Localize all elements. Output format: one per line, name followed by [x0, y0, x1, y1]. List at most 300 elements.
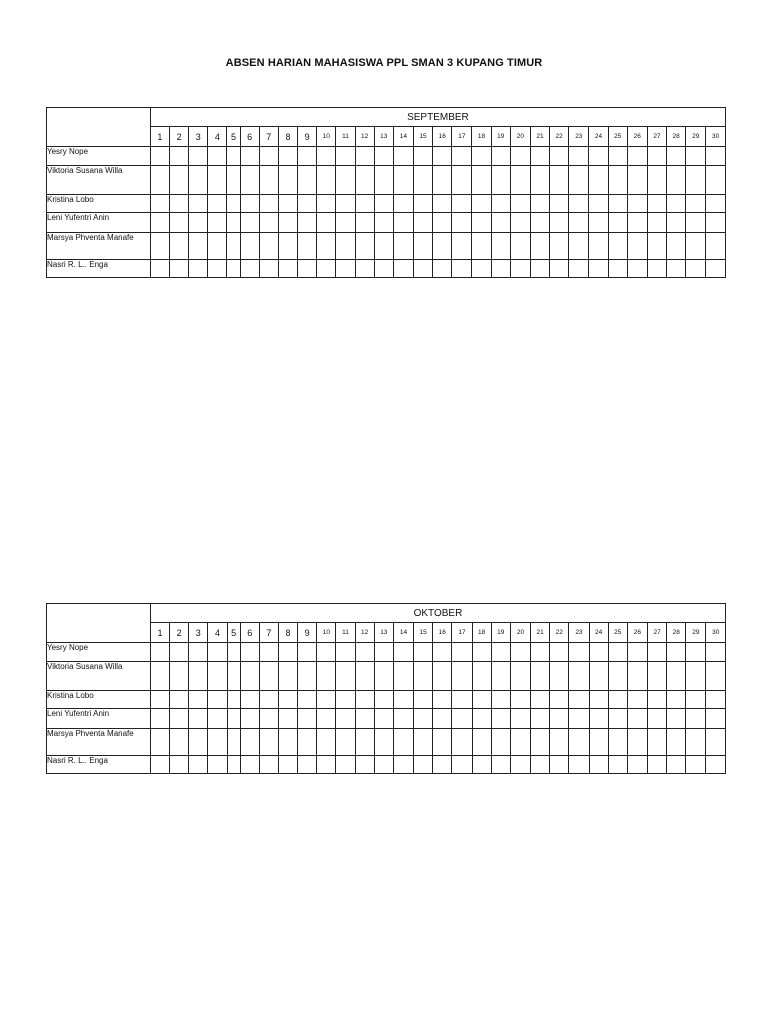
attendance-cell[interactable]: [355, 643, 374, 662]
attendance-cell[interactable]: [259, 260, 278, 278]
attendance-cell[interactable]: [208, 166, 227, 195]
attendance-cell[interactable]: [170, 213, 189, 233]
attendance-cell[interactable]: [317, 709, 336, 729]
attendance-cell[interactable]: [189, 213, 208, 233]
attendance-cell[interactable]: [510, 166, 530, 195]
attendance-cell[interactable]: [374, 147, 393, 166]
attendance-cell[interactable]: [150, 709, 169, 729]
attendance-cell[interactable]: [240, 709, 259, 729]
attendance-cell[interactable]: [550, 709, 569, 729]
attendance-cell[interactable]: [374, 213, 393, 233]
attendance-cell[interactable]: [298, 691, 317, 709]
attendance-cell[interactable]: [189, 147, 208, 166]
attendance-cell[interactable]: [259, 691, 278, 709]
attendance-cell[interactable]: [569, 729, 589, 756]
attendance-cell[interactable]: [706, 213, 726, 233]
attendance-cell[interactable]: [706, 147, 726, 166]
attendance-cell[interactable]: [667, 691, 686, 709]
attendance-cell[interactable]: [393, 147, 413, 166]
attendance-cell[interactable]: [240, 195, 259, 213]
attendance-cell[interactable]: [667, 147, 686, 166]
attendance-cell[interactable]: [433, 195, 452, 213]
attendance-cell[interactable]: [240, 213, 259, 233]
attendance-cell[interactable]: [317, 166, 336, 195]
attendance-cell[interactable]: [259, 166, 278, 195]
attendance-cell[interactable]: [278, 147, 297, 166]
attendance-cell[interactable]: [627, 260, 647, 278]
attendance-cell[interactable]: [550, 147, 569, 166]
attendance-cell[interactable]: [569, 213, 589, 233]
attendance-cell[interactable]: [569, 662, 589, 691]
attendance-cell[interactable]: [170, 260, 189, 278]
attendance-cell[interactable]: [648, 691, 667, 709]
attendance-cell[interactable]: [491, 233, 510, 260]
attendance-cell[interactable]: [627, 691, 647, 709]
attendance-cell[interactable]: [608, 147, 627, 166]
attendance-cell[interactable]: [317, 691, 336, 709]
attendance-cell[interactable]: [413, 233, 432, 260]
attendance-cell[interactable]: [150, 195, 169, 213]
attendance-cell[interactable]: [589, 260, 608, 278]
attendance-cell[interactable]: [433, 662, 452, 691]
attendance-cell[interactable]: [374, 643, 393, 662]
attendance-cell[interactable]: [608, 691, 627, 709]
attendance-cell[interactable]: [208, 643, 227, 662]
attendance-cell[interactable]: [608, 166, 627, 195]
attendance-cell[interactable]: [589, 213, 608, 233]
attendance-cell[interactable]: [336, 195, 355, 213]
attendance-cell[interactable]: [686, 691, 706, 709]
attendance-cell[interactable]: [189, 709, 208, 729]
attendance-cell[interactable]: [317, 195, 336, 213]
attendance-cell[interactable]: [647, 213, 666, 233]
attendance-cell[interactable]: [278, 213, 297, 233]
attendance-cell[interactable]: [278, 233, 297, 260]
attendance-cell[interactable]: [491, 709, 510, 729]
attendance-cell[interactable]: [589, 756, 608, 774]
attendance-cell[interactable]: [336, 729, 355, 756]
attendance-cell[interactable]: [627, 662, 647, 691]
attendance-cell[interactable]: [686, 233, 706, 260]
attendance-cell[interactable]: [667, 233, 686, 260]
attendance-cell[interactable]: [393, 756, 413, 774]
attendance-cell[interactable]: [278, 166, 297, 195]
attendance-cell[interactable]: [627, 756, 647, 774]
attendance-cell[interactable]: [189, 643, 208, 662]
attendance-cell[interactable]: [259, 756, 278, 774]
attendance-cell[interactable]: [686, 260, 706, 278]
attendance-cell[interactable]: [413, 260, 432, 278]
attendance-cell[interactable]: [433, 213, 452, 233]
attendance-cell[interactable]: [189, 691, 208, 709]
attendance-cell[interactable]: [374, 729, 393, 756]
attendance-cell[interactable]: [530, 260, 549, 278]
attendance-cell[interactable]: [667, 213, 686, 233]
attendance-cell[interactable]: [433, 260, 452, 278]
attendance-cell[interactable]: [550, 729, 569, 756]
attendance-cell[interactable]: [706, 643, 726, 662]
attendance-cell[interactable]: [317, 147, 336, 166]
attendance-cell[interactable]: [374, 691, 393, 709]
attendance-cell[interactable]: [647, 166, 666, 195]
attendance-cell[interactable]: [647, 233, 666, 260]
attendance-cell[interactable]: [414, 756, 433, 774]
attendance-cell[interactable]: [227, 729, 240, 756]
attendance-cell[interactable]: [589, 233, 608, 260]
attendance-cell[interactable]: [336, 233, 355, 260]
attendance-cell[interactable]: [393, 166, 413, 195]
attendance-cell[interactable]: [317, 233, 336, 260]
attendance-cell[interactable]: [150, 729, 169, 756]
attendance-cell[interactable]: [686, 195, 706, 213]
attendance-cell[interactable]: [393, 691, 413, 709]
attendance-cell[interactable]: [227, 166, 240, 195]
attendance-cell[interactable]: [336, 662, 355, 691]
attendance-cell[interactable]: [531, 756, 550, 774]
attendance-cell[interactable]: [355, 756, 374, 774]
attendance-cell[interactable]: [510, 233, 530, 260]
attendance-cell[interactable]: [530, 213, 549, 233]
attendance-cell[interactable]: [472, 213, 491, 233]
attendance-cell[interactable]: [648, 709, 667, 729]
attendance-cell[interactable]: [150, 643, 169, 662]
attendance-cell[interactable]: [189, 729, 208, 756]
attendance-cell[interactable]: [240, 691, 259, 709]
attendance-cell[interactable]: [686, 643, 706, 662]
attendance-cell[interactable]: [336, 756, 355, 774]
attendance-cell[interactable]: [433, 691, 452, 709]
attendance-cell[interactable]: [298, 662, 317, 691]
attendance-cell[interactable]: [706, 260, 726, 278]
attendance-cell[interactable]: [259, 662, 278, 691]
attendance-cell[interactable]: [608, 233, 627, 260]
attendance-cell[interactable]: [686, 709, 706, 729]
attendance-cell[interactable]: [491, 643, 510, 662]
attendance-cell[interactable]: [393, 213, 413, 233]
attendance-cell[interactable]: [491, 166, 510, 195]
attendance-cell[interactable]: [393, 729, 413, 756]
attendance-cell[interactable]: [686, 729, 706, 756]
attendance-cell[interactable]: [433, 729, 452, 756]
attendance-cell[interactable]: [531, 643, 550, 662]
attendance-cell[interactable]: [472, 643, 491, 662]
attendance-cell[interactable]: [208, 195, 227, 213]
attendance-cell[interactable]: [414, 691, 433, 709]
attendance-cell[interactable]: [433, 709, 452, 729]
attendance-cell[interactable]: [589, 709, 608, 729]
attendance-cell[interactable]: [413, 166, 432, 195]
attendance-cell[interactable]: [227, 756, 240, 774]
attendance-cell[interactable]: [452, 260, 472, 278]
attendance-cell[interactable]: [170, 709, 189, 729]
attendance-cell[interactable]: [550, 643, 569, 662]
attendance-cell[interactable]: [413, 213, 432, 233]
attendance-cell[interactable]: [150, 147, 169, 166]
attendance-cell[interactable]: [452, 691, 472, 709]
attendance-cell[interactable]: [189, 166, 208, 195]
attendance-cell[interactable]: [170, 662, 189, 691]
attendance-cell[interactable]: [452, 166, 472, 195]
attendance-cell[interactable]: [227, 709, 240, 729]
attendance-cell[interactable]: [208, 662, 227, 691]
attendance-cell[interactable]: [608, 756, 627, 774]
attendance-cell[interactable]: [550, 691, 569, 709]
attendance-cell[interactable]: [336, 147, 355, 166]
attendance-cell[interactable]: [667, 166, 686, 195]
attendance-cell[interactable]: [227, 260, 240, 278]
attendance-cell[interactable]: [336, 166, 355, 195]
attendance-cell[interactable]: [393, 195, 413, 213]
attendance-cell[interactable]: [298, 643, 317, 662]
attendance-cell[interactable]: [647, 260, 666, 278]
attendance-cell[interactable]: [491, 662, 510, 691]
attendance-cell[interactable]: [608, 709, 627, 729]
attendance-cell[interactable]: [227, 147, 240, 166]
attendance-cell[interactable]: [393, 643, 413, 662]
attendance-cell[interactable]: [510, 729, 530, 756]
attendance-cell[interactable]: [298, 195, 317, 213]
attendance-cell[interactable]: [208, 260, 227, 278]
attendance-cell[interactable]: [208, 147, 227, 166]
attendance-cell[interactable]: [355, 260, 374, 278]
attendance-cell[interactable]: [531, 691, 550, 709]
attendance-cell[interactable]: [208, 691, 227, 709]
attendance-cell[interactable]: [491, 691, 510, 709]
attendance-cell[interactable]: [189, 233, 208, 260]
attendance-cell[interactable]: [227, 213, 240, 233]
attendance-cell[interactable]: [336, 260, 355, 278]
attendance-cell[interactable]: [647, 195, 666, 213]
attendance-cell[interactable]: [298, 166, 317, 195]
attendance-cell[interactable]: [472, 709, 491, 729]
attendance-cell[interactable]: [355, 729, 374, 756]
attendance-cell[interactable]: [317, 213, 336, 233]
attendance-cell[interactable]: [491, 147, 510, 166]
attendance-cell[interactable]: [452, 709, 472, 729]
attendance-cell[interactable]: [569, 233, 589, 260]
attendance-cell[interactable]: [170, 166, 189, 195]
attendance-cell[interactable]: [414, 729, 433, 756]
attendance-cell[interactable]: [530, 233, 549, 260]
attendance-cell[interactable]: [298, 756, 317, 774]
attendance-cell[interactable]: [208, 213, 227, 233]
attendance-cell[interactable]: [569, 643, 589, 662]
attendance-cell[interactable]: [433, 643, 452, 662]
attendance-cell[interactable]: [208, 233, 227, 260]
attendance-cell[interactable]: [170, 195, 189, 213]
attendance-cell[interactable]: [491, 195, 510, 213]
attendance-cell[interactable]: [530, 166, 549, 195]
attendance-cell[interactable]: [627, 166, 647, 195]
attendance-cell[interactable]: [259, 709, 278, 729]
attendance-cell[interactable]: [608, 662, 627, 691]
attendance-cell[interactable]: [208, 756, 227, 774]
attendance-cell[interactable]: [355, 166, 374, 195]
attendance-cell[interactable]: [531, 709, 550, 729]
attendance-cell[interactable]: [627, 233, 647, 260]
attendance-cell[interactable]: [569, 756, 589, 774]
attendance-cell[interactable]: [589, 166, 608, 195]
attendance-cell[interactable]: [452, 147, 472, 166]
attendance-cell[interactable]: [150, 213, 169, 233]
attendance-cell[interactable]: [393, 709, 413, 729]
attendance-cell[interactable]: [589, 147, 608, 166]
attendance-cell[interactable]: [510, 756, 530, 774]
attendance-cell[interactable]: [452, 195, 472, 213]
attendance-cell[interactable]: [298, 213, 317, 233]
attendance-cell[interactable]: [208, 729, 227, 756]
attendance-cell[interactable]: [706, 756, 726, 774]
attendance-cell[interactable]: [336, 643, 355, 662]
attendance-cell[interactable]: [452, 213, 472, 233]
attendance-cell[interactable]: [569, 260, 589, 278]
attendance-cell[interactable]: [240, 260, 259, 278]
attendance-cell[interactable]: [240, 166, 259, 195]
attendance-cell[interactable]: [569, 195, 589, 213]
attendance-cell[interactable]: [667, 709, 686, 729]
attendance-cell[interactable]: [227, 643, 240, 662]
attendance-cell[interactable]: [550, 233, 569, 260]
attendance-cell[interactable]: [472, 147, 491, 166]
attendance-cell[interactable]: [227, 691, 240, 709]
attendance-cell[interactable]: [589, 729, 608, 756]
attendance-cell[interactable]: [550, 166, 569, 195]
attendance-cell[interactable]: [433, 756, 452, 774]
attendance-cell[interactable]: [170, 147, 189, 166]
attendance-cell[interactable]: [278, 662, 297, 691]
attendance-cell[interactable]: [240, 233, 259, 260]
attendance-cell[interactable]: [491, 260, 510, 278]
attendance-cell[interactable]: [452, 756, 472, 774]
attendance-cell[interactable]: [648, 756, 667, 774]
attendance-cell[interactable]: [413, 147, 432, 166]
attendance-cell[interactable]: [355, 709, 374, 729]
attendance-cell[interactable]: [510, 662, 530, 691]
attendance-cell[interactable]: [374, 166, 393, 195]
attendance-cell[interactable]: [170, 756, 189, 774]
attendance-cell[interactable]: [608, 260, 627, 278]
attendance-cell[interactable]: [569, 691, 589, 709]
attendance-cell[interactable]: [627, 729, 647, 756]
attendance-cell[interactable]: [452, 233, 472, 260]
attendance-cell[interactable]: [393, 662, 413, 691]
attendance-cell[interactable]: [510, 691, 530, 709]
attendance-cell[interactable]: [227, 662, 240, 691]
attendance-cell[interactable]: [374, 233, 393, 260]
attendance-cell[interactable]: [706, 691, 726, 709]
attendance-cell[interactable]: [608, 213, 627, 233]
attendance-cell[interactable]: [278, 643, 297, 662]
attendance-cell[interactable]: [648, 662, 667, 691]
attendance-cell[interactable]: [706, 662, 726, 691]
attendance-cell[interactable]: [667, 756, 686, 774]
attendance-cell[interactable]: [589, 643, 608, 662]
attendance-cell[interactable]: [452, 662, 472, 691]
attendance-cell[interactable]: [491, 729, 510, 756]
attendance-cell[interactable]: [530, 195, 549, 213]
attendance-cell[interactable]: [259, 213, 278, 233]
attendance-cell[interactable]: [550, 756, 569, 774]
attendance-cell[interactable]: [491, 756, 510, 774]
attendance-cell[interactable]: [510, 195, 530, 213]
attendance-cell[interactable]: [189, 260, 208, 278]
attendance-cell[interactable]: [686, 213, 706, 233]
attendance-cell[interactable]: [317, 643, 336, 662]
attendance-cell[interactable]: [452, 643, 472, 662]
attendance-cell[interactable]: [393, 233, 413, 260]
attendance-cell[interactable]: [589, 662, 608, 691]
attendance-cell[interactable]: [355, 662, 374, 691]
attendance-cell[interactable]: [706, 195, 726, 213]
attendance-cell[interactable]: [550, 662, 569, 691]
attendance-cell[interactable]: [150, 233, 169, 260]
attendance-cell[interactable]: [530, 147, 549, 166]
attendance-cell[interactable]: [550, 260, 569, 278]
attendance-cell[interactable]: [227, 233, 240, 260]
attendance-cell[interactable]: [472, 260, 491, 278]
attendance-cell[interactable]: [414, 662, 433, 691]
attendance-cell[interactable]: [374, 709, 393, 729]
attendance-cell[interactable]: [627, 147, 647, 166]
attendance-cell[interactable]: [648, 729, 667, 756]
attendance-cell[interactable]: [317, 662, 336, 691]
attendance-cell[interactable]: [667, 195, 686, 213]
attendance-cell[interactable]: [298, 260, 317, 278]
attendance-cell[interactable]: [259, 195, 278, 213]
attendance-cell[interactable]: [259, 729, 278, 756]
attendance-cell[interactable]: [608, 729, 627, 756]
attendance-cell[interactable]: [150, 166, 169, 195]
attendance-cell[interactable]: [189, 662, 208, 691]
attendance-cell[interactable]: [298, 233, 317, 260]
attendance-cell[interactable]: [259, 643, 278, 662]
attendance-cell[interactable]: [472, 756, 491, 774]
attendance-cell[interactable]: [510, 147, 530, 166]
attendance-cell[interactable]: [510, 643, 530, 662]
attendance-cell[interactable]: [355, 213, 374, 233]
attendance-cell[interactable]: [170, 729, 189, 756]
attendance-cell[interactable]: [472, 729, 491, 756]
attendance-cell[interactable]: [686, 147, 706, 166]
attendance-cell[interactable]: [150, 662, 169, 691]
attendance-cell[interactable]: [189, 195, 208, 213]
attendance-cell[interactable]: [627, 709, 647, 729]
attendance-cell[interactable]: [374, 195, 393, 213]
attendance-cell[interactable]: [472, 166, 491, 195]
attendance-cell[interactable]: [569, 147, 589, 166]
attendance-cell[interactable]: [510, 213, 530, 233]
attendance-cell[interactable]: [355, 195, 374, 213]
attendance-cell[interactable]: [393, 260, 413, 278]
attendance-cell[interactable]: [317, 260, 336, 278]
attendance-cell[interactable]: [627, 643, 647, 662]
attendance-cell[interactable]: [336, 691, 355, 709]
attendance-cell[interactable]: [510, 709, 530, 729]
attendance-cell[interactable]: [374, 662, 393, 691]
attendance-cell[interactable]: [150, 756, 169, 774]
attendance-cell[interactable]: [433, 233, 452, 260]
attendance-cell[interactable]: [317, 756, 336, 774]
attendance-cell[interactable]: [355, 691, 374, 709]
attendance-cell[interactable]: [550, 195, 569, 213]
attendance-cell[interactable]: [189, 756, 208, 774]
attendance-cell[interactable]: [170, 643, 189, 662]
attendance-cell[interactable]: [240, 147, 259, 166]
attendance-cell[interactable]: [472, 233, 491, 260]
attendance-cell[interactable]: [298, 147, 317, 166]
attendance-cell[interactable]: [240, 643, 259, 662]
attendance-cell[interactable]: [336, 709, 355, 729]
